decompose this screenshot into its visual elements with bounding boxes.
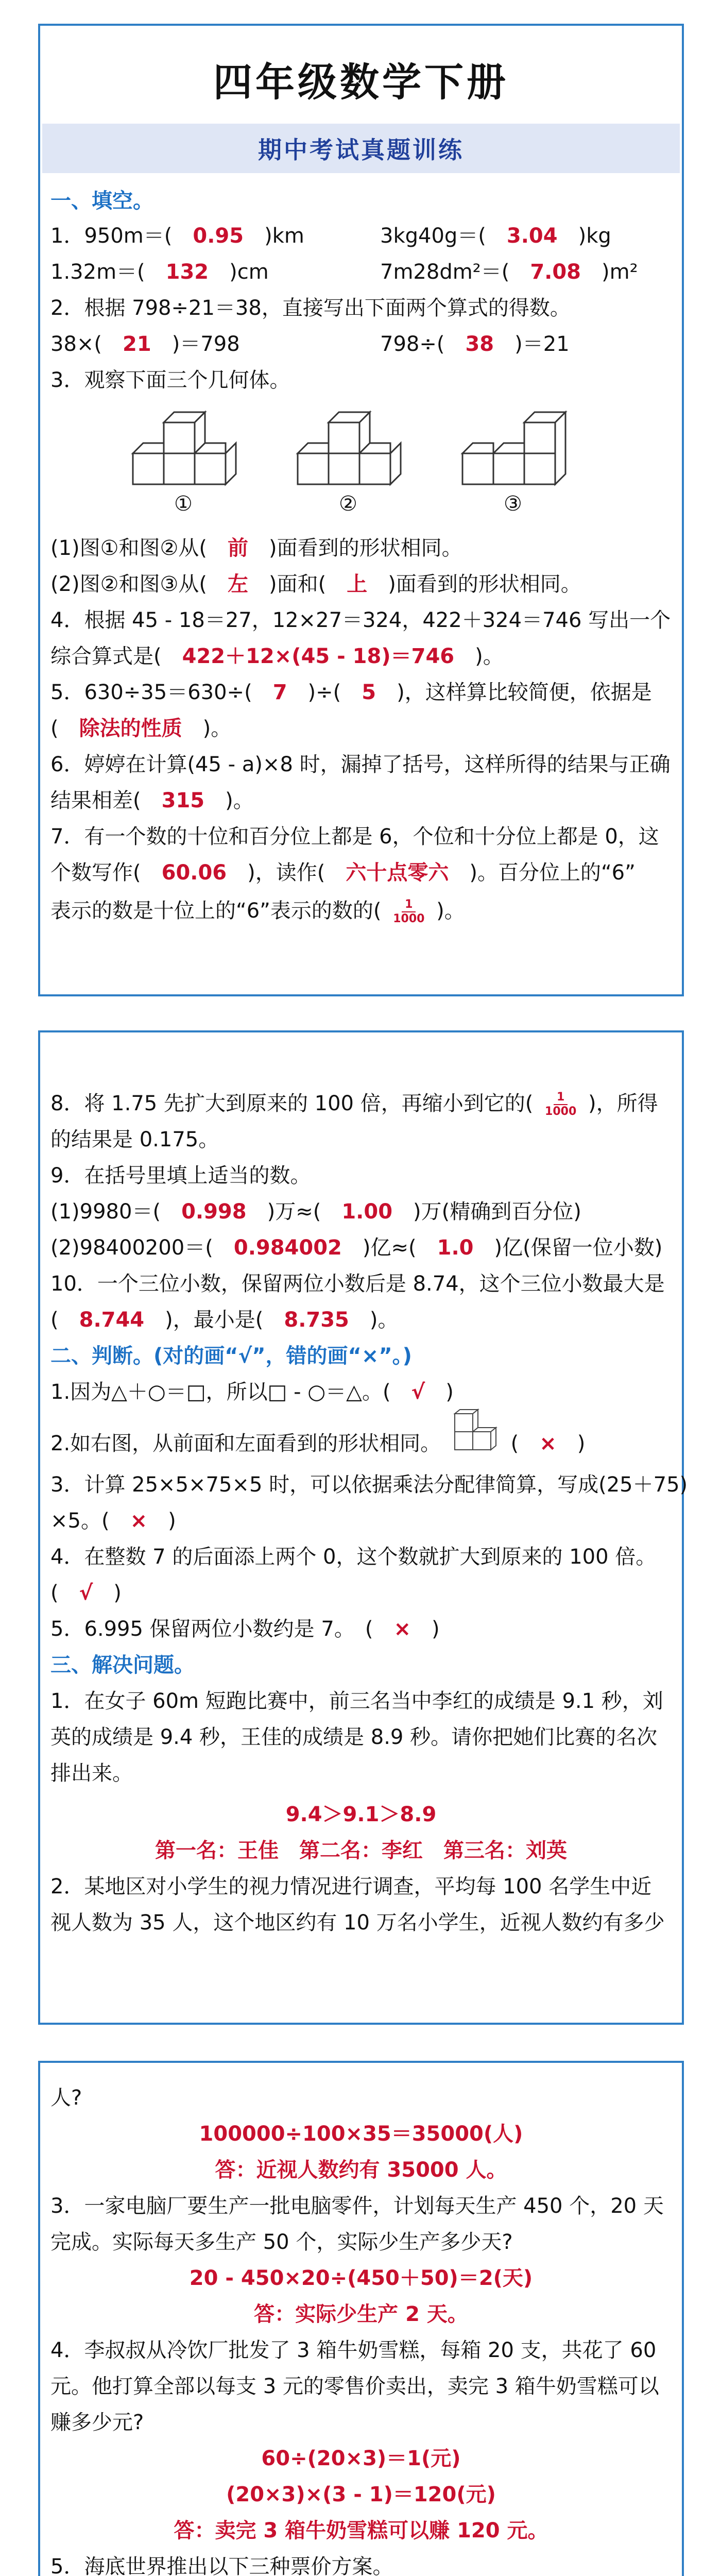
question-9: 9．在括号里填上适当的数。 (50, 1164, 311, 1188)
problem-3-line-2: 完成。实际每天多生产 50 个，实际少生产多少天? (50, 2230, 513, 2254)
question-7-fraction-answer: 表示的数是十位上的“6”表示的数的( $\frac{1}{1000}$ )。 (50, 898, 465, 925)
worksheet-page-3 (38, 2061, 684, 2576)
question-9-part-2: (2)98400200＝( 0.984002 )亿≈( 1.0 )亿(保留一位小数) (50, 1236, 663, 1260)
solid-1-label: ① (174, 492, 193, 516)
judgment-2: 2.如右图，从前面和左面看到的形状相同。 ( × ) (50, 1432, 586, 1455)
question-7: 7．有一个数的十位和百分位上都是 6，个位和十分位上都是 0，这 (50, 825, 659, 849)
solid-1-figure (128, 407, 246, 489)
question-3-part-2: (2)图②和图③从( 左 )面和( 上 )面看到的形状相同。 (50, 572, 581, 596)
judgment-2-cube-figure (452, 1409, 499, 1455)
question-8: 8．将 1.75 先扩大到原来的 100 倍，再缩小到它的( $\frac{1}{1000}$ )，所得 (50, 1091, 658, 1118)
problem-2-line-3: 人? (50, 2086, 82, 2110)
judgment-4-answer: ( √ ) (50, 1581, 122, 1605)
problem-2-answer-2: 答：近视人数约有 35000 人。 (215, 2158, 507, 2182)
question-4: 4．根据 45 - 18＝27，12×27＝324，422＋324＝746 写出一个 (50, 608, 671, 632)
problem-3-answer-2: 答：实际少生产 2 天。 (254, 2302, 468, 2326)
question-5-answer: ( 除法的性质 )。 (50, 717, 232, 740)
solid-2-label: ② (339, 492, 357, 516)
question-7-answer: 个数写作( 60.06 )，读作( 六十点零六 )。百分位上的“6” (50, 861, 636, 885)
fraction-one-thousandth: $\frac{1}{1000}$ (393, 898, 425, 925)
problem-5-line-1: 5．海底世界推出以下三种票价方案。 (50, 2555, 393, 2576)
solid-3-figure (457, 397, 576, 489)
subtitle-banner (42, 124, 680, 173)
problem-4-line-1: 4．李叔叔从冷饮厂批发了 3 箱牛奶雪糕，每箱 20 支，共花了 60 (50, 2338, 657, 2362)
question-1-row-1: 1．950m＝( 0.95 )km 3kg40g＝( 3.04 )kg (50, 224, 611, 248)
question-6: 6．婷婷在计算(45 - a)×8 时，漏掉了括号，这样所得的结果与正确 (50, 753, 671, 776)
problem-2-line-1: 2．某地区对小学生的视力情况进行调查，平均每 100 名学生中近 (50, 1875, 652, 1899)
problem-1-answer-1: 9.4＞9.1＞8.9 (285, 1803, 437, 1826)
section-fill-blank-heading: 一、填空。 (50, 189, 153, 213)
question-3: 3．观察下面三个几何体。 (50, 368, 290, 392)
problem-3-answer-1: 20 - 450×20÷(450＋50)＝2(天) (189, 2266, 533, 2290)
question-3-part-1: (1)图①和图②从( 前 )面看到的形状相同。 (50, 536, 462, 560)
fraction-one-thousandth: $\frac{1}{1000}$ (545, 1091, 577, 1118)
question-10: 10．一个三位小数，保留两位小数后是 8.74，这个三位小数最大是 (50, 1272, 665, 1296)
question-9-part-1: (1)9980＝( 0.998 )万≈( 1.00 )万(精确到百分位) (50, 1200, 581, 1224)
problem-1-line-2: 英的成绩是 9.4 秒，王佳的成绩是 8.9 秒。请你把她们比赛的名次 (50, 1725, 658, 1749)
page-title: 四年级数学下册 (213, 59, 509, 105)
worksheet-page-1 (38, 24, 684, 996)
section-true-false-heading: 二、判断。(对的画“√”，错的画“×”。) (50, 1344, 412, 1368)
judgment-5: 5．6.995 保留两位小数约是 7。 ( × ) (50, 1617, 440, 1641)
question-1-row-2: 1.32m＝( 132 )cm 7m28dm²＝( 7.08 )m² (50, 260, 638, 284)
problem-2-line-2: 视人数为 35 人，这个地区约有 10 万名小学生，近视人数约有多少 (50, 1911, 665, 1935)
question-8-line-2: 的结果是 0.175。 (50, 1128, 219, 1151)
problem-4-answer-3: 答：卖完 3 箱牛奶雪糕可以赚 120 元。 (174, 2519, 548, 2543)
problem-4-line-3: 赚多少元? (50, 2411, 144, 2434)
problem-2-answer-1: 100000÷100×35＝35000(人) (199, 2122, 523, 2146)
judgment-3-answer: ×5。( × ) (50, 1509, 176, 1533)
problem-4-answer-1: 60÷(20×3)＝1(元) (261, 2447, 461, 2470)
worksheet-page-2 (38, 1030, 688, 2025)
problem-3-line-1: 3．一家电脑厂要生产一批电脑零件，计划每天生产 450 个，20 天 (50, 2194, 664, 2218)
subtitle: 期中考试真题训练 (258, 136, 464, 164)
problem-1-answer-2: 第一名：王佳 第二名：李红 第三名：刘英 (155, 1839, 567, 1862)
problem-1-line-3: 排出来。 (50, 1761, 133, 1785)
question-6-answer: 结果相差( 315 )。 (50, 789, 254, 812)
judgment-1: 1.因为△＋○＝□，所以□ - ○＝△。( √ ) (50, 1380, 454, 1404)
question-4-answer: 综合算式是( 422＋12×(45 - 18)＝746 )。 (50, 645, 504, 668)
judgment-3: 3．计算 25×5×75×5 时，可以依据乘法分配律简算，写成(25＋75) (50, 1473, 688, 1497)
question-2-answers: 38×( 21 )＝798 798÷( 38 )＝21 (50, 332, 570, 356)
solid-2-figure (293, 407, 411, 489)
solid-3-label: ③ (504, 492, 522, 516)
problem-4-line-2: 元。他打算全部以每支 3 元的零售价卖出，卖完 3 箱牛奶雪糕可以 (50, 2375, 659, 2398)
question-10-answer: ( 8.744 )，最小是( 8.735 )。 (50, 1308, 399, 1332)
section-problems-heading: 三、解决问题。 (50, 1653, 195, 1677)
problem-1-line-1: 1．在女子 60m 短跑比赛中，前三名当中李红的成绩是 9.1 秒，刘 (50, 1689, 663, 1713)
judgment-4: 4．在整数 7 的后面添上两个 0，这个数就扩大到原来的 100 倍。 (50, 1545, 657, 1569)
question-5: 5．630÷35＝630÷( 7 )÷( 5 )，这样算比较简便，依据是 (50, 681, 652, 704)
problem-4-answer-2: (20×3)×(3 - 1)＝120(元) (226, 2483, 496, 2506)
question-2: 2．根据 798÷21＝38，直接写出下面两个算式的得数。 (50, 296, 571, 320)
